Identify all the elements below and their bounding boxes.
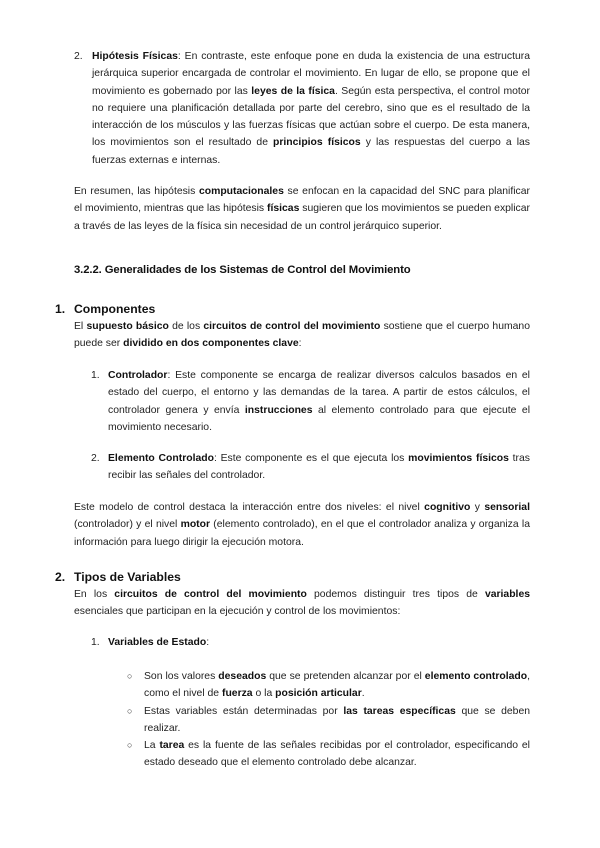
heading-componentes: 1. Componentes (55, 302, 156, 316)
bullet-list (127, 668, 530, 772)
list-item-variables-de-estado: 1. Variables de Estado: (91, 637, 210, 648)
hollow-circle-bullet-icon: ○ (127, 740, 133, 751)
bullet-item: ○ Son los valores deseados que se pretenden alcanzar por el elemento controlado, como el nivel de fuerza o la posición articular. (127, 668, 530, 703)
summary-paragraph: En resumen, las hipótesis computacionales se enfocan en la capacidad del SNC para planificar el movimiento, mientras que las hipótesis físicas sugieren que los movimientos se pueden explicar a través de las leyes de la física sin necesidad de un control jerárquico superior. (74, 186, 530, 232)
list-item-controlador: 1. Controlador: Este componente se encarga de realizar diversos calculos basados en el estado del cuerpo, el entorno y las demandas de la tarea. A partir de estos cálculos, el controlador genera y envía instrucciones al elemento controlado para que ejecute el movimiento necesario. (91, 370, 530, 433)
section-heading: 3.2.2. Generalidades de los Sistemas de Control del Movimiento (74, 264, 411, 276)
list-item-hipotesis-fisicas: 2. Hipótesis Físicas: En contraste, este enfoque pone en duda la existencia de una estructura jerárquica superior encargada de controlar el movimiento. En lugar de ello, se propone que el movimiento es gobernado por las leyes de la física. Según esta perspectiva, el control motor no requiere una planificación detallada por parte del cerebro, sino que es el resultado de la interacción de los músculos y las fuerzas físicas que actúan sobre el cuerpo. De esta manera, los movimientos son el resultado de principios físicos y las respuestas del cuerpo a las fuerzas externas e internas. (74, 48, 530, 169)
list-item-elemento-controlado: 2. Elemento Controlado: Este componente es el que ejecuta los movimientos físicos tras recibir las señales del controlador. (91, 453, 530, 482)
hollow-circle-bullet-icon: ○ (127, 671, 133, 681)
heading-tipos-de-variables: 2. Tipos de Variables (55, 570, 181, 584)
bullet-item: ○ La tarea es la fuente de las señales recibidas por el controlador, especificando el estado deseado que el elemento controlado debe alcanzar. (127, 737, 530, 772)
bullet-item: ○ Estas variables están determinadas por las tareas específicas que se deben realizar. (127, 703, 530, 738)
modelo-paragraph: Este modelo de control destaca la interacción entre dos niveles: el nivel cognitivo y sensorial (controlador) y el nivel motor (elemento controlado), en el que el controlador analiza y organiza la información para luego dirigir la ejecución motora. (74, 502, 530, 548)
term-hipotesis-fisicas: Hipótesis Físicas (92, 51, 178, 62)
componentes-intro: El supuesto básico de los circuitos de control del movimiento sostiene que el cuerpo humano puede ser dividido en dos componentes clave: (74, 321, 530, 350)
hollow-circle-bullet-icon: ○ (127, 705, 133, 716)
list-number: 2. (74, 51, 83, 62)
tipos-intro: En los circuitos de control del movimiento podemos distinguir tres tipos de variables esenciales que participan en la ejecución y control de los movimientos: (74, 589, 530, 618)
